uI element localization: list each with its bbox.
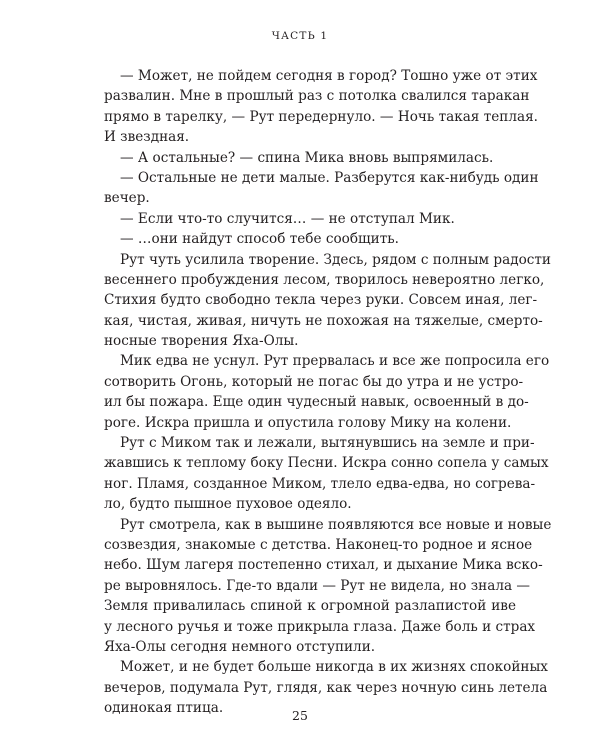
paragraph xyxy=(104,168,539,209)
paragraph xyxy=(104,66,538,148)
text-line: И звездная. xyxy=(104,129,190,146)
paragraph xyxy=(104,351,550,433)
text-line: — Может, не пойдем сегодня в город? Тошно уже от этих xyxy=(120,68,538,84)
text-line: одинокая птица. xyxy=(104,700,224,717)
paragraph xyxy=(104,250,551,352)
text-line: сотворить Огонь, который не погас бы до утра и не устро- xyxy=(104,373,524,390)
text-line: носные творения Яха-Олы. xyxy=(104,333,299,350)
running-head: ЧАСТЬ 1 xyxy=(271,30,329,42)
paragraph xyxy=(104,433,549,515)
text-line: кая, чистая, живая, ничуть не похожая на тяжелые, смерто- xyxy=(104,312,543,329)
text-line: небо. Шум лагеря постепенно стихал, и дыхание Мика вско- xyxy=(104,557,543,574)
text-line: Стихия будто свободно текла через руки. Совсем иная, лег- xyxy=(104,292,538,309)
paragraph xyxy=(104,148,516,168)
text-line: ре выровнялось. Где-то вдали — Рут не видела, но знала — xyxy=(104,577,531,594)
text-line: роге. Искра пришла и опустила голову Мику на колени. xyxy=(104,414,512,431)
text-line: ил бы пожара. Еще один чудесный навык, освоенный в до- xyxy=(104,394,529,411)
text-line: вечеров, подумала Рут, глядя, как через ночную синь летела xyxy=(104,679,548,696)
text-line: Рут смотрела, как в вышине появляются все новые и новые xyxy=(120,516,552,533)
paragraph xyxy=(104,229,516,249)
text-line: — …они найдут способ тебе сообщить. xyxy=(120,231,399,248)
text-line: Земля привалилась спиной к огромной разлапистой иве xyxy=(104,598,516,615)
text-line: вечер. xyxy=(104,190,150,207)
text-line: — А остальные? — спина Мика вновь выпрямилась. xyxy=(120,149,494,166)
text-line: созвездия, знакомые с детства. Наконец-то родное и ясное xyxy=(104,536,533,553)
paragraph xyxy=(104,515,552,658)
text-line: прямо в тарелку, — Рут передернуло. — Ночь такая теплая. xyxy=(104,108,538,125)
text-line: — Если что-то случится… — не отступал Мик. xyxy=(120,210,455,227)
text-line: ног. Пламя, созданное Миком, тлело едва-едва, но согрева- xyxy=(104,475,536,492)
text-line: весеннего пробуждения лесом, творилось невероятно легко, xyxy=(104,271,545,288)
text-line: Может, и не будет больше никогда в их жизнях спокойных xyxy=(120,659,548,676)
text-line: Рут чуть усилила творение. Здесь, рядом с полным радости xyxy=(120,251,551,268)
paragraph xyxy=(104,209,516,229)
text-line: Яха-Олы сегодня немного отступили. xyxy=(104,638,376,655)
body-text xyxy=(104,66,552,719)
text-line: Рут с Миком так и лежали, вытянувшись на земле и при- xyxy=(120,435,535,452)
page-number: 25 xyxy=(292,708,308,723)
text-line: — Остальные не дети малые. Разберутся как-нибудь один xyxy=(120,169,539,186)
text-line: ло, будто пышное пуховое одеяло. xyxy=(104,496,352,513)
text-line: развалин. Мне в прошлый раз с потолка свалился таракан xyxy=(104,88,530,105)
text-line: жавшись к теплому боку Песни. Искра сонно сопела у самых xyxy=(104,455,549,472)
text-line: у лесного ручья и тоже прикрыла глаза. Даже боль и страх xyxy=(104,618,536,635)
text-line: Мик едва не уснул. Рут прервалась и все же попросила его xyxy=(120,353,550,370)
